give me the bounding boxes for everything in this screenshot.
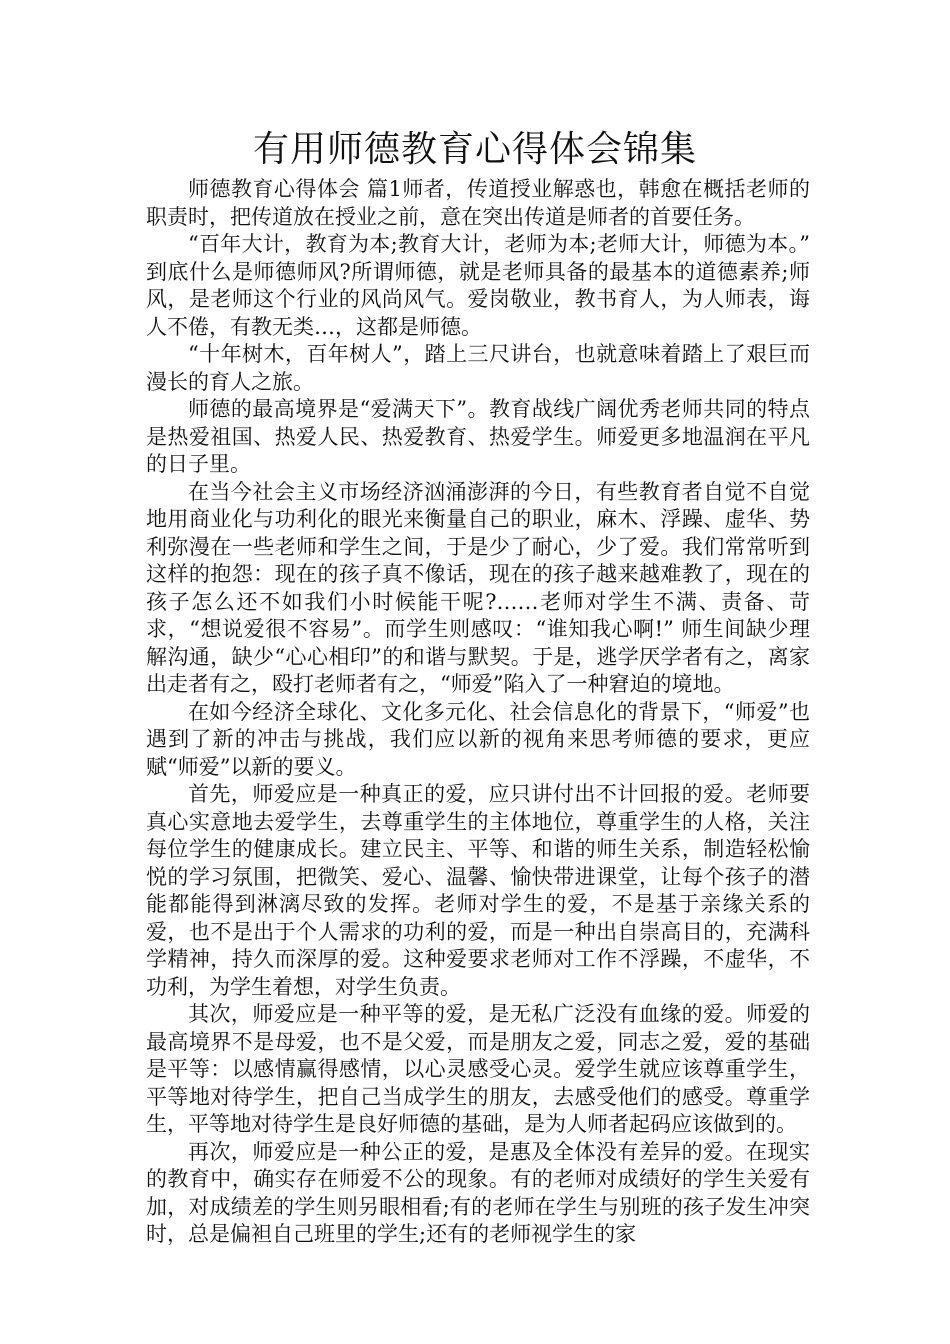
paragraph: 师德的最高境界是“爱满天下”。教育战线广阔优秀老师共同的特点是热爱祖国、热爱人民、热爱教育、热爱学生。师爱更多地温润在平凡的日子里。 bbox=[146, 397, 810, 476]
paragraph: “百年大计，教育为本;教育大计，老师为本;老师大计，师德为本。” 到底什么是师德师风?所谓师德，就是老师具备的最基本的道德素养;师风，是老师这个行业的风尚风气。爱岗敬业，教书育人，为人师表，诲人不倦，有教无类…，这都是师德。 bbox=[146, 232, 810, 339]
paragraph: 在当今社会主义市场经济汹涌澎湃的今日，有些教育者自觉不自觉地用商业化与功利化的眼光来衡量自己的职业，麻木、浮躁、虚华、势利弥漫在一些老师和学生之间，于是少了耐心，少了爱。我们常常听到这样的抱怨：现在的孩子真不像话，现在的孩子越来越难教了，现在的孩子怎么还不如我们小时候能干呢?……老师对学生不满、责备、苛求，“想说爱很不容易”。而学生则感叹：“谁知我心啊!” 师生间缺少理解沟通，缺少“心心相印”的和谐与默契。于是，逃学厌学者有之，离家出走者有之，殴打老师者有之，“师爱”陷入了一种窘迫的境地。 bbox=[146, 479, 810, 696]
paragraph: 在如今经济全球化、文化多元化、社会信息化的背景下，“师爱”也遇到了新的冲击与挑战，我们应以新的视角来思考师德的要求，更应赋“师爱”以新的要义。 bbox=[146, 699, 810, 779]
document-body bbox=[146, 176, 810, 1249]
paragraph: 其次，师爱应是一种平等的爱，是无私广泛没有血缘的爱。师爱的最高境界不是母爱，也不是父爱，而是朋友之爱，同志之爱，爱的基础是平等：以感情赢得感情，以心灵感受心灵。爱学生就应该尊重学生，平等地对待学生，把自己当成学生的朋友，去感受他们的感受。尊重学生，平等地对待学生是良好师德的基础，是为人师者起码应该做到的。 bbox=[146, 1002, 810, 1136]
paragraph: 再次，师爱应是一种公正的爱，是惠及全体没有差异的爱。在现实的教育中，确实存在师爱不公的现象。有的老师对成绩好的学生关爱有加，对成绩差的学生则另眼相看;有的老师在学生与别班的孩子发生冲突时，总是偏袒自己班里的学生;还有的老师视学生的家 bbox=[146, 1139, 810, 1246]
paragraph: 首先，师爱应是一种真正的爱，应只讲付出不计回报的爱。老师要真心实意地去爱学生，去尊重学生的主体地位，尊重学生的人格，关注每位学生的健康成长。建立民主、平等、和谐的师生关系，制造轻松愉悦的学习氛围，把微笑、爱心、温馨、愉快带进课堂，让每个孩子的潜能都能得到淋漓尽致的发挥。老师对学生的爱，不是基于亲缘关系的爱，也不是出于个人需求的功利的爱，而是一种出自崇高目的，充满科学精神，持久而深厚的爱。这种爱要求老师对工作不浮躁，不虚华，不功利，为学生着想，对学生负责。 bbox=[146, 782, 810, 999]
paragraph: 师德教育心得体会 篇1师者，传道授业解惑也，韩愈在概括老师的职责时，把传道放在授业之前，意在突出传道是师者的首要任务。 bbox=[146, 177, 810, 229]
paragraph: “十年树木，百年树人”，踏上三尺讲台，也就意味着踏上了艰巨而漫长的育人之旅。 bbox=[146, 342, 810, 394]
document-title: 有用师德教育心得体会锦集 bbox=[252, 129, 697, 170]
